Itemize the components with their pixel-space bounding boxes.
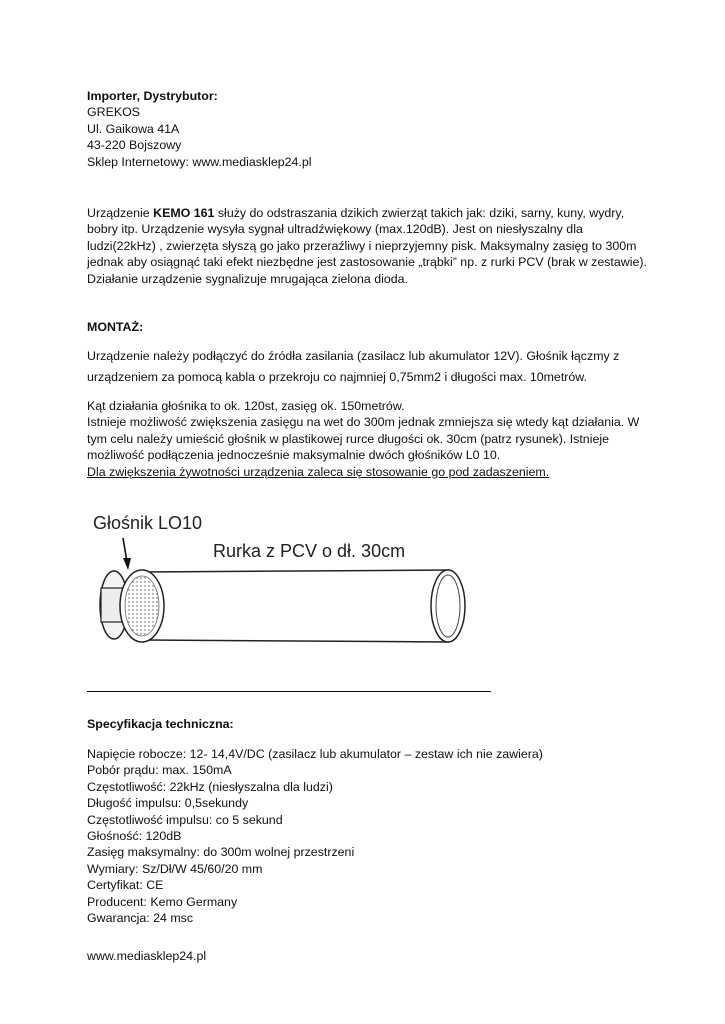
importer-shop: Sklep Internetowy: www.mediasklep24.pl	[87, 154, 312, 169]
description-paragraph	[87, 205, 647, 287]
spec-item-frequency: Częstotliwość: 22kHz (niesłyszalna dla ludzi)	[87, 779, 333, 794]
montaz-p1-line-1: Urządzenie należy podłączyć do źródła zasilania (zasilacz lub akumulator 12V). Głośnik łączmy z	[87, 349, 620, 363]
spec-item-loudness: Głośność: 120dB	[87, 829, 182, 844]
speaker-label: Głośnik LO10	[93, 513, 203, 533]
importer-block	[87, 88, 647, 170]
description-intro: Urządzenie	[87, 206, 154, 220]
montaz-paragraph-1	[87, 346, 647, 388]
montaz-note-underlined: Dla zwiększenia żywotności urządzenia zaleca się stosowanie go pod zadaszeniem.	[87, 464, 550, 479]
spec-item-voltage: Napięcie robocze: 12- 14,4V/DC (zasilacz lub akumulator – zestaw ich nie zawiera)	[87, 747, 543, 761]
importer-city: 43-220 Bojszowy	[87, 138, 182, 153]
montaz-p2-line-4: możliwość podłączenia jednocześnie maksymalnie dwóch głośników L0 10.	[87, 448, 501, 463]
description-line-2: bobry itp. Urządzenie wysyła sygnał ultradźwiękowy (max.120dB). Jest on niesłyszalny dla	[87, 222, 583, 237]
spec-item-certificate: Certyfikat: CE	[87, 878, 164, 893]
tube-label: Rurka z PCV o dł. 30cm	[213, 541, 406, 561]
description-line-1	[87, 205, 647, 221]
section-divider	[87, 691, 491, 692]
spec-item-warranty: Gwarancja: 24 msc	[87, 911, 194, 926]
tube-diagram	[87, 500, 487, 660]
spec-item-dimensions: Wymiary: Sz/Dł/W 45/60/20 mm	[87, 861, 263, 876]
spec-item-current: Pobór prądu: max. 150mA	[87, 763, 232, 778]
description-line-3: ludzi(22kHz) , zwierzęta słyszą go jako przeraźliwy i nieprzyjemny pisk. Maksymalny zasięg to 300m	[87, 238, 637, 253]
description-line-4: jednak aby osiągnąć taki efekt niezbędne jest zastosowanie „trąbki” np. z rurki PCV (brak w zestawie).	[87, 255, 647, 270]
montaz-heading: MONTAŻ:	[87, 320, 144, 334]
description-line-5: Działanie urządzenie sygnalizuje mrugająca zielona dioda.	[87, 271, 408, 286]
pvc-tube-drawing	[143, 570, 465, 642]
spec-item-producer: Producent: Kemo Germany	[87, 894, 238, 909]
montaz-paragraph-2	[87, 398, 647, 480]
spec-heading: Specyfikacja techniczna:	[87, 717, 234, 731]
montaz-p2-line-2: Istnieje możliwość zwiększenia zasięgu na wet do 300m jednak zmniejsza się wtedy kąt działania. W	[87, 415, 640, 430]
montaz-p1-line-2: urządzeniem za pomocą kabla o przekroju co najmniej 0,75mm2 i długości max. 10metrów.	[87, 370, 587, 384]
montaz-p2-line-1: Kąt działania głośnika to ok. 120st, zasięg ok. 150metrów.	[87, 399, 405, 413]
importer-company: GREKOS	[87, 105, 141, 120]
footer-url: www.mediasklep24.pl	[87, 949, 207, 963]
description-line-1-rest: służy do odstraszania dzikich zwierząt takich jak: dziki, sarny, kuny, wydry,	[214, 206, 625, 220]
speaker-drawing	[100, 570, 164, 642]
pointer-arrow	[123, 538, 131, 570]
importer-heading: Importer, Dystrybutor:	[87, 89, 218, 103]
importer-street: Ul. Gaikowa 41A	[87, 121, 180, 136]
spec-list	[87, 746, 647, 926]
spec-item-pulse-rate: Częstotliwość impulsu: co 5 sekund	[87, 812, 283, 827]
montaz-p2-line-3: tym celu należy umieścić głośnik w plastikowej rurce długości ok. 30cm (patrz rysunek). Istnieje	[87, 431, 609, 446]
product-name: KEMO 161	[153, 206, 215, 220]
spec-item-range: Zasięg maksymalny: do 300m wolnej przestrzeni	[87, 845, 355, 860]
spec-item-pulse-length: Długość impulsu: 0,5sekundy	[87, 796, 249, 811]
